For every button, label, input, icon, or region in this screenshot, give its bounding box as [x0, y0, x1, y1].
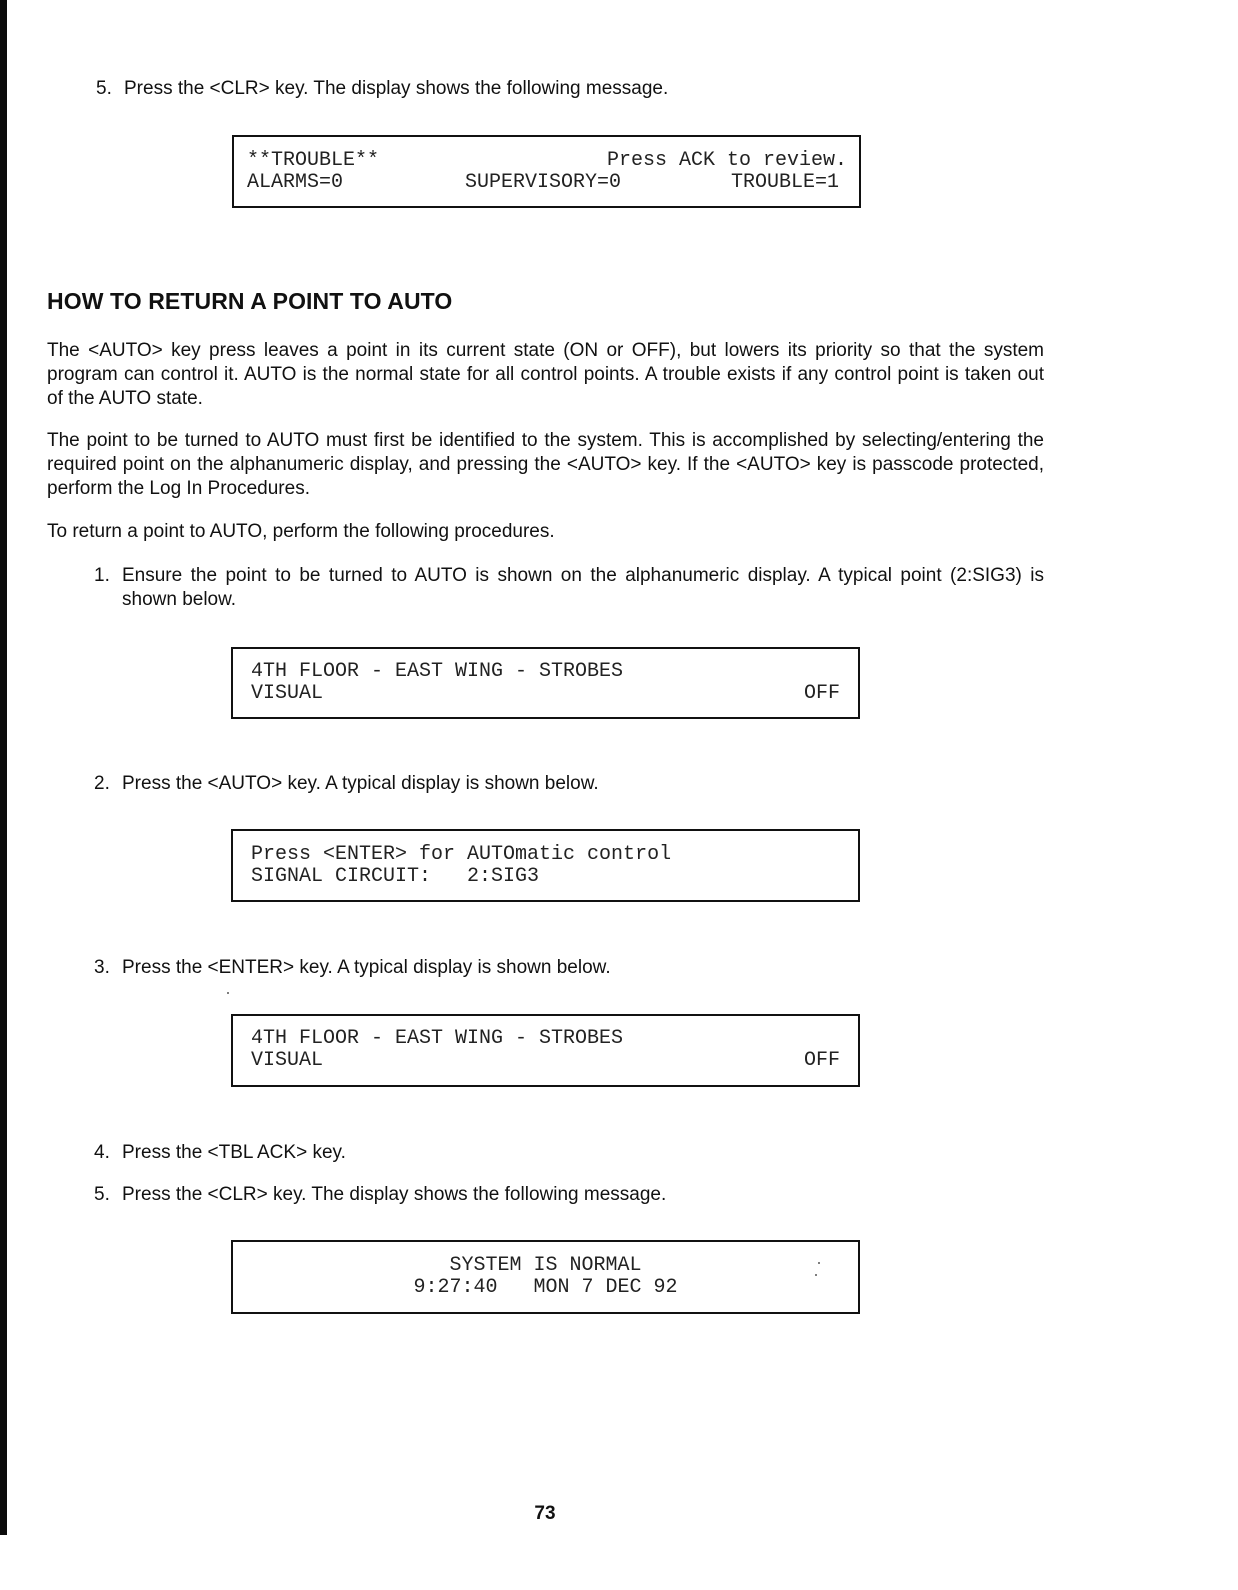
- binding-edge: [0, 0, 7, 1535]
- step-number: 3.: [94, 957, 110, 978]
- point-state: OFF: [803, 1049, 840, 1072]
- system-datetime: 9:27:40 MON 7 DEC 92: [413, 1276, 678, 1299]
- point-state: OFF: [803, 682, 840, 705]
- paragraph-identify-point: The point to be turned to AUTO must first be identified to the system. This is accomplished by selecting/entering the required point on the alphanumeric display, and pressing the <AUTO> key. If the <AUTO> key is passcode protected, perform the Log In Procedures.: [47, 430, 1044, 499]
- step-text: Ensure the point to be turned to AUTO is shown on the alphanumeric display. A typical point (2:SIG3) is shown below.: [122, 565, 1044, 610]
- step-number: 5.: [94, 1184, 110, 1205]
- step-text: Press the <ENTER> key. A typical display is shown below.: [122, 957, 611, 978]
- trouble-count: TROUBLE=1: [730, 171, 839, 194]
- trouble-line1-left: **TROUBLE**: [247, 149, 380, 172]
- paragraph-procedure-intro: To return a point to AUTO, perform the following procedures.: [47, 521, 555, 542]
- point-type: VISUAL: [251, 1049, 324, 1072]
- display-point-before: [231, 647, 860, 719]
- display-trouble: [232, 135, 861, 208]
- step-number: 5.: [96, 78, 112, 99]
- step-number: 2.: [94, 773, 110, 794]
- auto-prompt-line: Press <ENTER> for AUTOmatic control: [251, 843, 672, 866]
- trouble-supervisory: SUPERVISORY=0: [465, 171, 622, 194]
- display-system-normal: [231, 1240, 860, 1314]
- point-description: 4TH FLOOR - EAST WING - STROBES: [251, 1027, 624, 1050]
- step-text: Press the <TBL ACK> key.: [122, 1142, 346, 1163]
- trouble-line1-right: Press ACK to review.: [606, 149, 847, 172]
- scan-speck: [815, 1274, 817, 1276]
- page-number: 73: [534, 1503, 556, 1524]
- step-number: 4.: [94, 1142, 110, 1163]
- step-text: Press the <CLR> key. The display shows the following message.: [122, 1184, 667, 1205]
- point-type: VISUAL: [251, 682, 324, 705]
- step-1: [94, 564, 1044, 612]
- system-status: SYSTEM IS NORMAL: [449, 1254, 642, 1277]
- point-description: 4TH FLOOR - EAST WING - STROBES: [251, 660, 624, 683]
- scan-speck: [818, 1262, 820, 1264]
- step-number: 1.: [94, 565, 110, 586]
- scan-speck: [227, 992, 229, 994]
- step-text: Press the <AUTO> key. A typical display is shown below.: [122, 773, 599, 794]
- step-text: Press the <CLR> key. The display shows the following message.: [124, 78, 669, 99]
- section-heading: HOW TO RETURN A POINT TO AUTO: [47, 288, 453, 314]
- paragraph-auto-key: The <AUTO> key press leaves a point in its current state (ON or OFF), but lowers its priority so that the system program can control it. AUTO is the normal state for all control points. A trouble exists if any control point is taken out of the AUTO state.: [47, 340, 1044, 409]
- signal-circuit-line: SIGNAL CIRCUIT: 2:SIG3: [251, 865, 540, 888]
- display-point-after: [231, 1014, 860, 1087]
- trouble-alarms: ALARMS=0: [247, 171, 344, 194]
- display-auto-prompt: [231, 829, 860, 902]
